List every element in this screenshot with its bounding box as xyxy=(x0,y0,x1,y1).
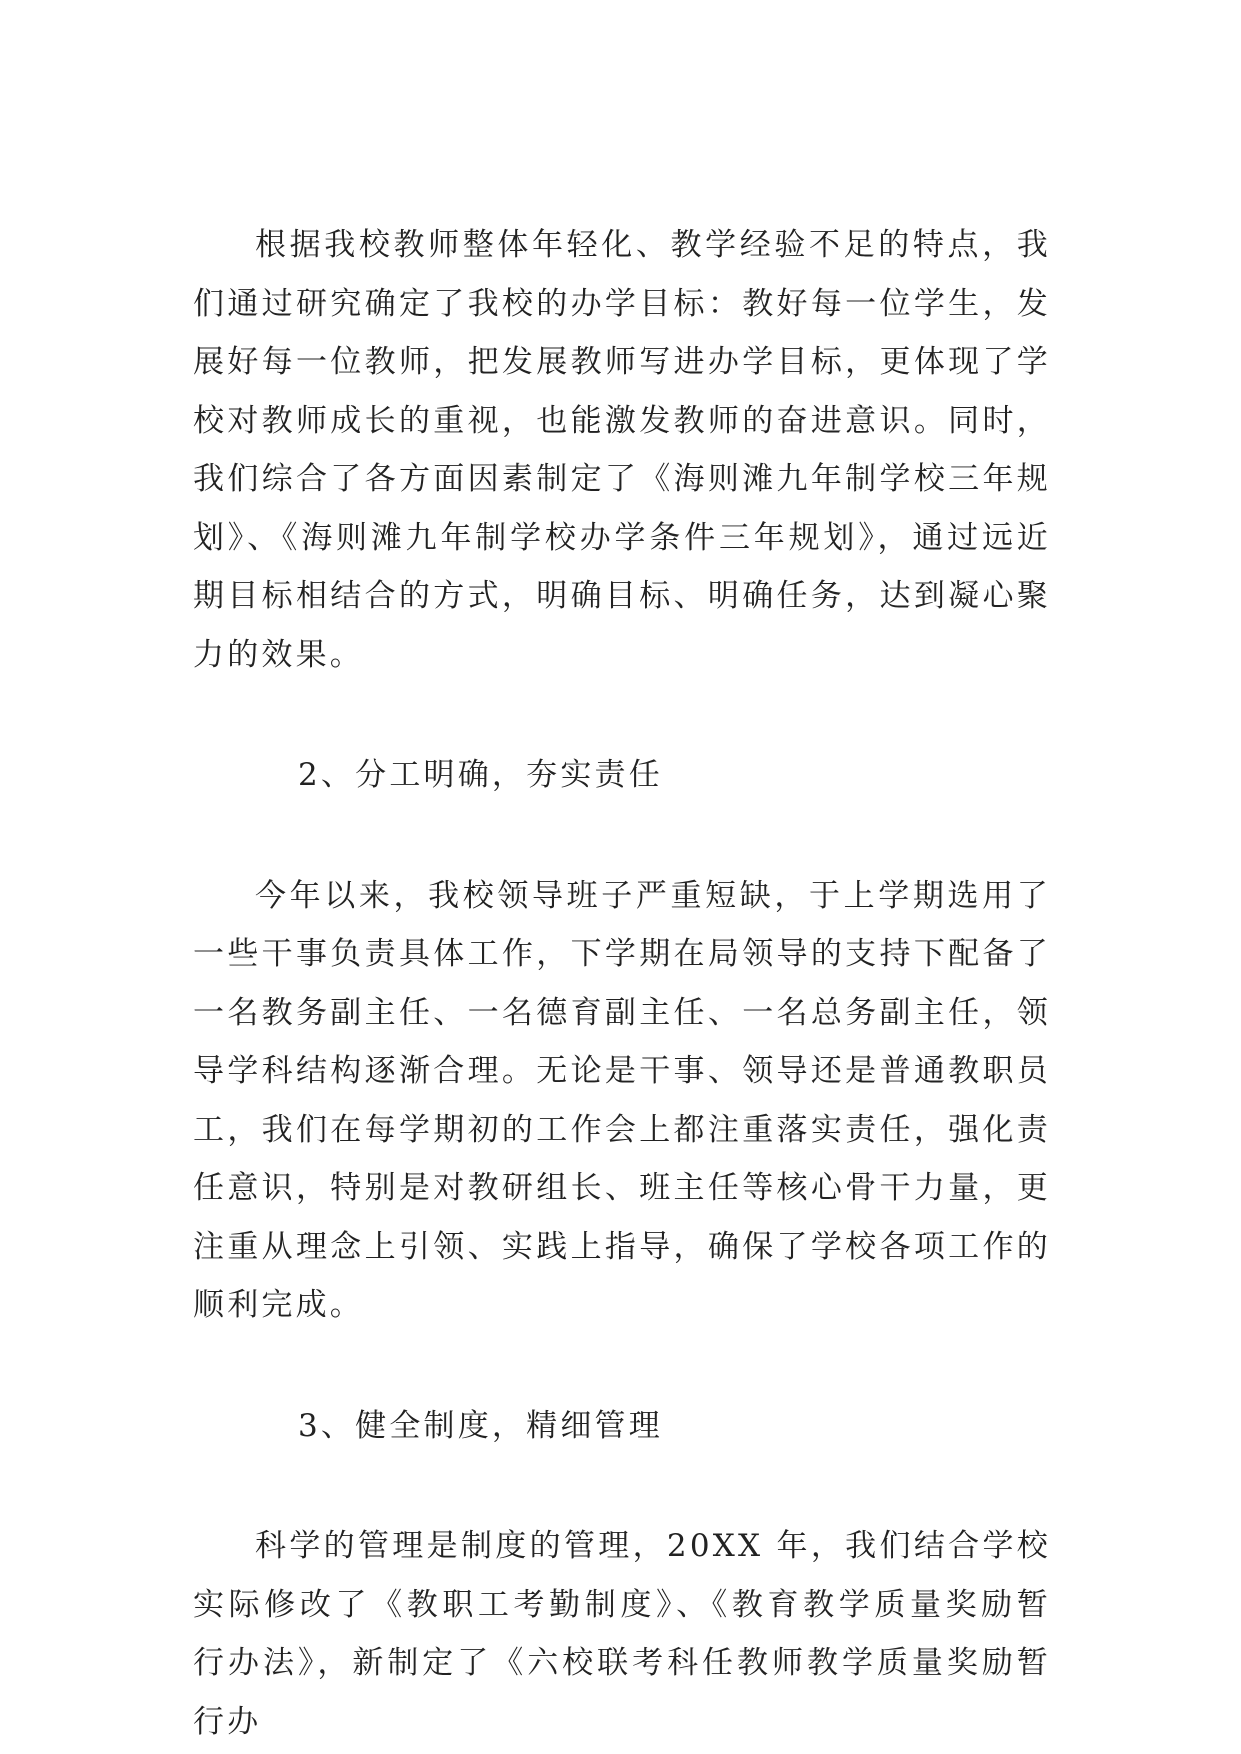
paragraph-school-goals: 根据我校教师整体年轻化、教学经验不足的特点，我们通过研究确定了我校的办学目标：教好每一位学生，发展好每一位教师，把发展教师写进办学目标，更体现了学校对教师成长的重视，也能激发教师的奋进意识。同时，我们综合了各方面因素制定了《海则滩九年制学校三年规划》、《海则滩九年制学校办学条件三年规划》，通过远近期目标相结合的方式，明确目标、明确任务，达到凝心聚力的效果。 xyxy=(193,227,1051,673)
section-heading-division-of-labor: 2、分工明确，夯实责任 xyxy=(298,757,663,793)
section-heading-system-management: 3、健全制度，精细管理 xyxy=(298,1407,663,1444)
paragraph-leadership-responsibility: 今年以来，我校领导班子严重短缺，于上学期选用了一些干事负责具体工作，下学期在局领导的支持下配备了一名教务副主任、一名德育副主任、一名总务副主任，领导学科结构逐渐合理。无论是干事、领导还是普通教职员工，我们在每学期初的工作会上都注重落实责任，强化责任意识，特别是对教研组长、班主任等核心骨干力量，更注重从理念上引领、实践上指导，确保了学校各项工作的顺利完成。 xyxy=(193,877,1051,1323)
paragraph-system-rules: 科学的管理是制度的管理，20XX 年，我们结合学校实际修改了《教职工考勤制度》、《教育教学质量奖励暂行办法》，新制定了《六校联考科任教师教学质量奖励暂行办 xyxy=(193,1528,1051,1740)
document-body xyxy=(193,216,1051,1751)
